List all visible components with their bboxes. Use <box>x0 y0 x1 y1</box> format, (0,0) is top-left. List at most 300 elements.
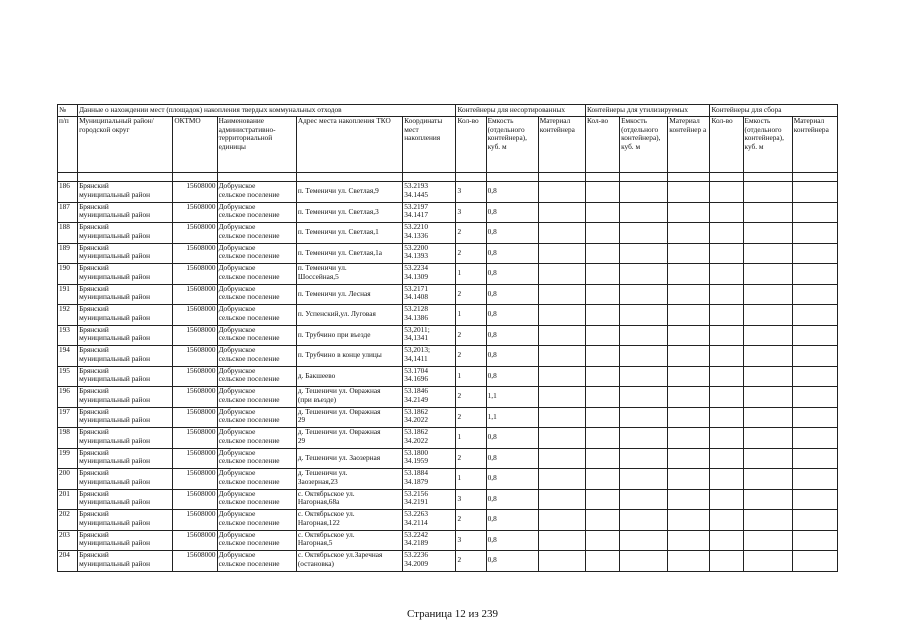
empty-cell <box>538 551 585 572</box>
oktmo-cell-line: 15608000 <box>186 468 216 477</box>
municipality-cell <box>78 428 173 449</box>
municipality-cell-line: Брянский <box>79 325 109 334</box>
coordinates-cell-line: 34.1696 <box>404 374 428 384</box>
oktmo-cell <box>173 325 217 346</box>
empty-cell <box>620 366 668 387</box>
empty-cell <box>743 387 792 408</box>
admin-unit-cell <box>217 510 296 531</box>
qty-cell <box>456 243 486 264</box>
empty-cell <box>792 366 837 387</box>
empty-cell <box>792 284 837 305</box>
empty-cell <box>585 407 619 428</box>
empty-cell <box>743 325 792 346</box>
empty-cell <box>668 284 710 305</box>
admin-unit-cell-line: Добрунское <box>218 530 256 539</box>
qty-cell <box>456 530 486 551</box>
capacity-cell-line: 0,8 <box>487 473 497 483</box>
capacity-cell <box>486 223 538 244</box>
table-row <box>58 448 838 469</box>
admin-unit-cell-line: сельское поселение <box>218 210 280 220</box>
capacity-cell <box>486 448 538 469</box>
coordinates-cell-line: 53.2171 <box>404 284 428 293</box>
municipality-cell-line: Брянский <box>79 345 109 354</box>
empty-cell <box>710 182 743 203</box>
municipality-cell <box>78 448 173 469</box>
capacity-cell <box>486 551 538 572</box>
empty-cell <box>538 325 585 346</box>
empty-cell <box>668 428 710 449</box>
oktmo-cell <box>173 489 217 510</box>
address-cell-line: Заозерная,23 <box>297 476 338 486</box>
coordinates-cell-line: 53.1884 <box>404 468 428 477</box>
capacity-cell-line: 0,8 <box>487 350 497 360</box>
municipality-cell <box>78 489 173 510</box>
empty-cell <box>668 243 710 264</box>
qty-cell <box>456 469 486 490</box>
capacity-cell-line: 0,8 <box>487 555 497 565</box>
table-row <box>58 387 838 408</box>
row-number-line: 196 <box>59 386 70 395</box>
oktmo-cell <box>173 387 217 408</box>
coordinates-cell <box>403 243 456 264</box>
table-row <box>58 489 838 510</box>
empty-cell <box>792 346 837 367</box>
row-number-line: 200 <box>59 468 70 477</box>
oktmo-cell <box>173 346 217 367</box>
capacity-cell <box>486 284 538 305</box>
municipality-cell-line: Брянский <box>79 366 109 375</box>
admin-unit-cell <box>217 325 296 346</box>
empty-cell <box>668 530 710 551</box>
oktmo-cell <box>173 366 217 387</box>
oktmo-cell <box>173 284 217 305</box>
empty-cell <box>668 407 710 428</box>
address-cell-line: п. Теменичи ул. Светлая,1 <box>297 227 379 237</box>
admin-unit-cell <box>217 469 296 490</box>
admin-unit-cell-line: сельское поселение <box>218 497 280 507</box>
capacity-cell-line: 0,8 <box>487 309 497 319</box>
coordinates-cell-line: 34.1445 <box>404 189 428 199</box>
row-number <box>58 202 78 223</box>
empty-cell <box>710 428 743 449</box>
coordinates-cell-line: 53.2128 <box>404 304 428 313</box>
col-material-header: Материал контейнера <box>538 117 585 173</box>
empty-cell <box>792 325 837 346</box>
address-cell-line: Нагорная,68а <box>297 497 340 507</box>
address-cell <box>296 530 402 551</box>
oktmo-cell <box>173 448 217 469</box>
empty-cell <box>538 428 585 449</box>
empty-cell <box>585 264 619 285</box>
oktmo-cell <box>173 182 217 203</box>
address-cell <box>296 223 402 244</box>
row-number <box>58 346 78 367</box>
qty-cell-line: 2 <box>457 329 462 339</box>
empty-cell <box>710 346 743 367</box>
address-cell <box>296 510 402 531</box>
collection-containers-header: Контейнеры для сбора <box>710 105 838 117</box>
table-row <box>58 551 838 572</box>
address-cell-line: п. Теменичи ул. Светлая,1а <box>297 247 382 257</box>
municipality-cell-line: Брянский <box>79 202 109 211</box>
admin-unit-cell <box>217 182 296 203</box>
address-cell <box>296 346 402 367</box>
oktmo-cell <box>173 202 217 223</box>
oktmo-cell-line: 15608000 <box>186 304 216 313</box>
empty-cell <box>792 469 837 490</box>
capacity-cell <box>486 182 538 203</box>
capacity-cell <box>486 489 538 510</box>
empty-cell <box>620 223 668 244</box>
municipality-cell-line: муниципальный район <box>79 435 151 445</box>
row-number <box>58 284 78 305</box>
empty-cell <box>585 202 619 223</box>
col-municipality-header: Муниципальный район/городской округ <box>78 117 173 173</box>
col-no-header: № <box>58 105 78 117</box>
oktmo-cell <box>173 510 217 531</box>
address-cell <box>296 489 402 510</box>
coordinates-cell <box>403 202 456 223</box>
coordinates-cell <box>403 264 456 285</box>
empty-cell <box>710 223 743 244</box>
qty-cell <box>456 325 486 346</box>
admin-unit-cell <box>217 284 296 305</box>
address-cell-line: д. Тешеничи ул. Овражная <box>297 407 381 416</box>
capacity-cell <box>486 325 538 346</box>
coordinates-cell-line: 53.2234 <box>404 263 428 272</box>
row-number <box>58 551 78 572</box>
coordinates-cell-line: 53,2011; <box>404 325 430 334</box>
admin-unit-cell <box>217 305 296 326</box>
capacity-cell <box>486 530 538 551</box>
qty-cell <box>456 366 486 387</box>
empty-cell <box>668 223 710 244</box>
address-cell-line: с. Октябрьское ул. <box>297 530 355 539</box>
address-cell-line: д. Тешеничи ул. Овражная <box>297 386 381 395</box>
empty-cell <box>585 305 619 326</box>
table-row <box>58 284 838 305</box>
coordinates-cell-line: 53.1846 <box>404 386 428 395</box>
coordinates-cell <box>403 489 456 510</box>
oktmo-cell <box>173 305 217 326</box>
empty-cell <box>743 469 792 490</box>
capacity-cell <box>486 469 538 490</box>
capacity-cell-line: 0,8 <box>487 268 497 278</box>
row-number-line: 203 <box>59 530 70 539</box>
oktmo-cell-line: 15608000 <box>186 345 216 354</box>
admin-unit-cell-line: сельское поселение <box>218 456 280 466</box>
coordinates-cell-line: 53.1704 <box>404 366 428 375</box>
coordinates-cell-line: 34.1408 <box>404 292 428 302</box>
admin-unit-cell-line: Добрунское <box>218 366 256 375</box>
qty-cell-line: 1 <box>457 268 462 278</box>
empty-cell <box>538 305 585 326</box>
address-cell <box>296 366 402 387</box>
empty-cell <box>620 428 668 449</box>
empty-cell <box>743 243 792 264</box>
admin-unit-cell-line: Добрунское <box>218 263 256 272</box>
empty-cell <box>710 284 743 305</box>
admin-unit-cell-line: сельское поселение <box>218 333 280 343</box>
address-cell-line: д. Тешеничи ул. Заозерная <box>297 452 381 462</box>
address-cell <box>296 243 402 264</box>
empty-cell <box>710 551 743 572</box>
empty-cell <box>585 530 619 551</box>
oktmo-cell-line: 15608000 <box>186 263 216 272</box>
municipality-cell-line: муниципальный район <box>79 415 151 425</box>
oktmo-cell-line: 15608000 <box>186 181 216 190</box>
empty-cell <box>668 551 710 572</box>
oktmo-cell-line: 15608000 <box>186 366 216 375</box>
admin-unit-cell-line: Добрунское <box>218 181 256 190</box>
empty-cell <box>710 510 743 531</box>
coordinates-cell <box>403 469 456 490</box>
waste-sites-table <box>57 104 838 572</box>
coordinates-cell-line: 53.1800 <box>404 448 428 457</box>
address-cell-line: с. Октябрьское ул. <box>297 509 355 518</box>
table-row <box>58 428 838 449</box>
empty-cell <box>792 305 837 326</box>
admin-unit-cell <box>217 223 296 244</box>
empty-cell <box>585 448 619 469</box>
admin-unit-cell-line: Добрунское <box>218 509 256 518</box>
admin-unit-cell-line: сельское поселение <box>218 538 280 548</box>
col-oktmo-header: ОКТМО <box>173 117 217 173</box>
qty-cell-line: 3 <box>457 206 462 216</box>
municipality-cell-line: Брянский <box>79 427 109 436</box>
empty-cell <box>668 489 710 510</box>
qty-cell-line: 3 <box>457 493 462 503</box>
admin-unit-cell-line: сельское поселение <box>218 251 280 261</box>
table-row <box>58 182 838 203</box>
admin-unit-cell-line: Добрунское <box>218 284 256 293</box>
oktmo-cell-line: 15608000 <box>186 427 216 436</box>
recyclable-containers-header: Контейнеры для утилизируемых <box>585 105 709 117</box>
qty-cell <box>456 448 486 469</box>
admin-unit-cell <box>217 366 296 387</box>
table-row <box>58 202 838 223</box>
col-qty-header: Кол-во <box>456 117 486 173</box>
coordinates-cell-line: 34.2149 <box>404 394 428 404</box>
qty-cell <box>456 489 486 510</box>
municipality-cell <box>78 284 173 305</box>
coordinates-cell-line: 34,1341 <box>404 333 428 343</box>
capacity-cell <box>486 346 538 367</box>
address-cell-line: (при въезде) <box>297 394 337 404</box>
empty-cell <box>743 264 792 285</box>
coordinates-cell-line: 53.1862 <box>404 427 428 436</box>
empty-cell <box>792 407 837 428</box>
municipality-cell-line: Брянский <box>79 509 109 518</box>
coordinates-cell-line: 53.2210 <box>404 222 428 231</box>
capacity-cell-line: 0,8 <box>487 186 497 196</box>
capacity-cell <box>486 264 538 285</box>
address-cell <box>296 182 402 203</box>
empty-cell <box>620 407 668 428</box>
coordinates-cell-line: 34,1411 <box>404 353 428 363</box>
municipality-cell-line: муниципальный район <box>79 251 151 261</box>
empty-cell <box>585 489 619 510</box>
municipality-cell-line: муниципальный район <box>79 476 151 486</box>
admin-unit-cell <box>217 202 296 223</box>
coordinates-cell-line: 34.1309 <box>404 271 428 281</box>
municipality-cell <box>78 551 173 572</box>
empty-cell <box>710 305 743 326</box>
admin-unit-cell-line: сельское поселение <box>218 558 280 568</box>
admin-unit-cell-line: сельское поселение <box>218 517 280 527</box>
municipality-cell-line: муниципальный район <box>79 374 151 384</box>
row-number-line: 195 <box>59 366 70 375</box>
capacity-cell-line: 0,8 <box>487 288 497 298</box>
coordinates-cell-line: 34.2189 <box>404 538 428 548</box>
capacity-cell-line: 0,8 <box>487 370 497 380</box>
coordinates-cell <box>403 448 456 469</box>
coordinates-cell <box>403 551 456 572</box>
empty-cell <box>668 366 710 387</box>
municipality-cell-line: муниципальный район <box>79 189 151 199</box>
admin-unit-cell-line: Добрунское <box>218 325 256 334</box>
empty-cell <box>792 223 837 244</box>
coordinates-cell-line: 53.2242 <box>404 530 428 539</box>
admin-unit-cell-line: Добрунское <box>218 345 256 354</box>
empty-cell <box>792 243 837 264</box>
oktmo-cell <box>173 223 217 244</box>
capacity-cell <box>486 366 538 387</box>
municipality-cell-line: муниципальный район <box>79 394 151 404</box>
capacity-cell-line: 0,8 <box>487 534 497 544</box>
empty-cell <box>585 182 619 203</box>
municipality-cell-line: Брянский <box>79 468 109 477</box>
row-number <box>58 469 78 490</box>
table-row <box>58 530 838 551</box>
municipality-cell-line: Брянский <box>79 243 109 252</box>
admin-unit-cell-line: сельское поселение <box>218 230 280 240</box>
row-number-line: 191 <box>59 284 70 293</box>
empty-cell <box>743 366 792 387</box>
empty-cell <box>792 182 837 203</box>
municipality-cell-line: Брянский <box>79 489 109 498</box>
empty-cell <box>620 182 668 203</box>
qty-cell <box>456 305 486 326</box>
empty-cell <box>538 448 585 469</box>
capacity-cell-line: 1,1 <box>487 411 497 421</box>
municipality-cell <box>78 407 173 428</box>
address-cell <box>296 325 402 346</box>
admin-unit-cell-line: Добрунское <box>218 202 256 211</box>
row-number <box>58 182 78 203</box>
empty-cell <box>743 284 792 305</box>
admin-unit-cell <box>217 346 296 367</box>
address-cell <box>296 387 402 408</box>
address-cell-line: п. Теменичи ул. Лесная <box>297 288 371 298</box>
empty-cell <box>585 551 619 572</box>
col-capacity-header-3: Емкость (отдельного контейнера), куб. м <box>743 117 792 173</box>
table-row <box>58 223 838 244</box>
row-number <box>58 223 78 244</box>
empty-cell <box>668 202 710 223</box>
empty-cell <box>710 469 743 490</box>
municipality-cell-line: Брянский <box>79 407 109 416</box>
municipality-cell-line: Брянский <box>79 386 109 395</box>
municipality-cell-line: Брянский <box>79 222 109 231</box>
empty-cell <box>792 428 837 449</box>
admin-unit-cell-line: Добрунское <box>218 222 256 231</box>
empty-cell <box>620 346 668 367</box>
admin-unit-cell-line: Добрунское <box>218 386 256 395</box>
coordinates-cell <box>403 346 456 367</box>
coordinates-cell-line: 34.1336 <box>404 230 428 240</box>
address-cell-line: п. Теменичи ул. Светлая,3 <box>297 206 379 216</box>
address-cell <box>296 428 402 449</box>
empty-cell <box>710 489 743 510</box>
admin-unit-cell-line: сельское поселение <box>218 374 280 384</box>
oktmo-cell <box>173 469 217 490</box>
empty-cell <box>710 243 743 264</box>
empty-cell <box>538 366 585 387</box>
capacity-cell-line: 0,8 <box>487 329 497 339</box>
col-admin-unit-header: Наименование административно-территориальной единицы <box>217 117 296 173</box>
oktmo-cell-line: 15608000 <box>186 550 216 559</box>
municipality-cell-line: муниципальный район <box>79 538 151 548</box>
coordinates-cell <box>403 284 456 305</box>
capacity-cell-line: 0,8 <box>487 452 497 462</box>
main-group-header: Данные о нахождении мест (площадок) накопления твердых коммунальных отходов <box>78 105 456 117</box>
address-cell-line: с. Октябрьское ул.Заречная <box>297 550 383 559</box>
empty-cell <box>585 325 619 346</box>
empty-cell <box>538 510 585 531</box>
table-row <box>58 264 838 285</box>
municipality-cell-line: муниципальный район <box>79 497 151 507</box>
table-row <box>58 243 838 264</box>
address-cell-line: д. Тешеничи ул. <box>297 468 348 477</box>
capacity-cell <box>486 407 538 428</box>
address-cell-line: д. Бакшеево <box>297 370 336 380</box>
admin-unit-cell-line: Добрунское <box>218 427 256 436</box>
oktmo-cell-line: 15608000 <box>186 509 216 518</box>
empty-cell <box>620 243 668 264</box>
row-number-line: 192 <box>59 304 70 313</box>
municipality-cell-line: муниципальный район <box>79 456 151 466</box>
oktmo-cell-line: 15608000 <box>186 489 216 498</box>
municipality-cell-line: Брянский <box>79 448 109 457</box>
coordinates-cell <box>403 407 456 428</box>
group-header-row <box>58 105 838 117</box>
municipality-cell-line: Брянский <box>79 550 109 559</box>
table-row <box>58 469 838 490</box>
row-number <box>58 264 78 285</box>
col-pp-header: п/п <box>58 117 78 173</box>
municipality-cell-line: муниципальный район <box>79 517 151 527</box>
empty-cell <box>668 264 710 285</box>
empty-cell <box>620 202 668 223</box>
empty-cell <box>710 530 743 551</box>
qty-cell-line: 2 <box>457 391 462 401</box>
municipality-cell <box>78 325 173 346</box>
empty-cell <box>585 284 619 305</box>
empty-cell <box>620 264 668 285</box>
admin-unit-cell-line: Добрунское <box>218 448 256 457</box>
address-cell-line: (остановка) <box>297 558 334 568</box>
row-number-line: 198 <box>59 427 70 436</box>
admin-unit-cell <box>217 551 296 572</box>
empty-cell <box>792 387 837 408</box>
address-cell-line: Нагорная,122 <box>297 517 340 527</box>
municipality-cell <box>78 387 173 408</box>
empty-cell <box>792 530 837 551</box>
admin-unit-cell-line: сельское поселение <box>218 476 280 486</box>
empty-cell <box>620 510 668 531</box>
col-coordinates-header: Координаты мест накопления <box>403 117 456 173</box>
